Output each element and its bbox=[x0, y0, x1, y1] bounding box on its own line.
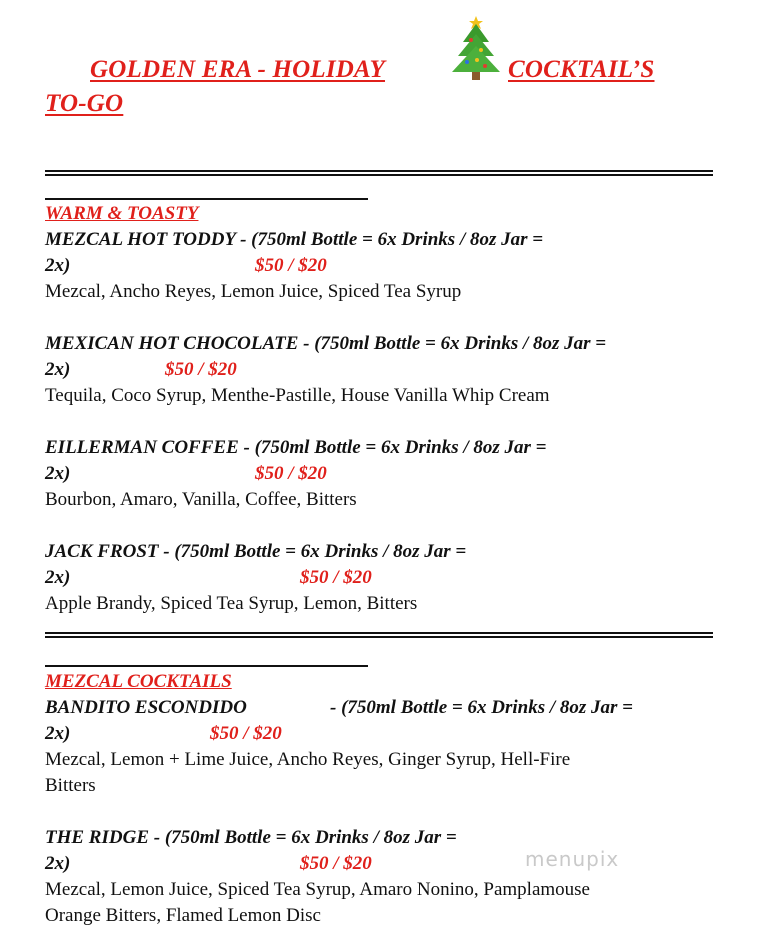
item-price: $50 / $20 bbox=[255, 255, 327, 276]
item-qty: 2x) bbox=[45, 255, 71, 276]
item-qty: 2x) bbox=[45, 359, 71, 380]
section-title-warm-toasty: WARM & TOASTY bbox=[45, 203, 199, 224]
divider-top-short bbox=[45, 198, 368, 200]
watermark: menupix bbox=[525, 847, 620, 871]
section-title-mezcal-cocktails: MEZCAL COCKTAILS bbox=[45, 671, 232, 692]
item-ingredients: Mezcal, Ancho Reyes, Lemon Juice, Spiced Tea Syrup bbox=[45, 281, 462, 302]
item-name: MEZCAL HOT TODDY - (750ml Bottle = 6x Drinks / 8oz Jar = bbox=[45, 229, 544, 250]
item-price: $50 / $20 bbox=[300, 567, 372, 588]
item-ingredients: Bourbon, Amaro, Vanilla, Coffee, Bitters bbox=[45, 489, 357, 510]
christmas-tree-icon bbox=[447, 10, 505, 82]
item-ingredients: Mezcal, Lemon + Lime Juice, Ancho Reyes, Ginger Syrup, Hell-Fire bbox=[45, 749, 571, 770]
item-ingredients: Tequila, Coco Syrup, Menthe-Pastille, House Vanilla Whip Cream bbox=[45, 385, 550, 406]
item-name: BANDITO ESCONDIDO bbox=[45, 697, 247, 718]
item-name: JACK FROST - (750ml Bottle = 6x Drinks / 8oz Jar = bbox=[45, 541, 467, 562]
item-ingredients: Mezcal, Lemon Juice, Spiced Tea Syrup, Amaro Nonino, Pamplamouse bbox=[45, 879, 590, 900]
divider-middle-short bbox=[45, 665, 368, 667]
item-qty: 2x) bbox=[45, 723, 71, 744]
item-price: $50 / $20 bbox=[255, 463, 327, 484]
item-price: $50 / $20 bbox=[165, 359, 237, 380]
item-price: $50 / $20 bbox=[210, 723, 282, 744]
title-line-1-left: GOLDEN ERA - HOLIDAY bbox=[90, 56, 386, 83]
item-name: MEXICAN HOT CHOCOLATE - (750ml Bottle = 6x Drinks / 8oz Jar = bbox=[45, 333, 607, 354]
item-ingredients: Bitters bbox=[45, 775, 96, 796]
item-qty: 2x) bbox=[45, 853, 71, 874]
item-qty: 2x) bbox=[45, 463, 71, 484]
item-name-suffix: - (750ml Bottle = 6x Drinks / 8oz Jar = bbox=[330, 697, 633, 718]
item-ingredients: Apple Brandy, Spiced Tea Syrup, Lemon, Bitters bbox=[45, 593, 418, 614]
title-line-1-right: COCKTAIL’S bbox=[508, 56, 655, 83]
item-ingredients: Orange Bitters, Flamed Lemon Disc bbox=[45, 905, 321, 926]
title-line-2: TO-GO bbox=[45, 90, 124, 117]
divider-middle bbox=[45, 632, 713, 634]
item-name: EILLERMAN COFFEE - (750ml Bottle = 6x Drinks / 8oz Jar = bbox=[45, 437, 547, 458]
item-name: THE RIDGE - (750ml Bottle = 6x Drinks / 8oz Jar = bbox=[45, 827, 457, 848]
item-qty: 2x) bbox=[45, 567, 71, 588]
divider-top bbox=[45, 170, 713, 172]
item-price: $50 / $20 bbox=[300, 853, 372, 874]
